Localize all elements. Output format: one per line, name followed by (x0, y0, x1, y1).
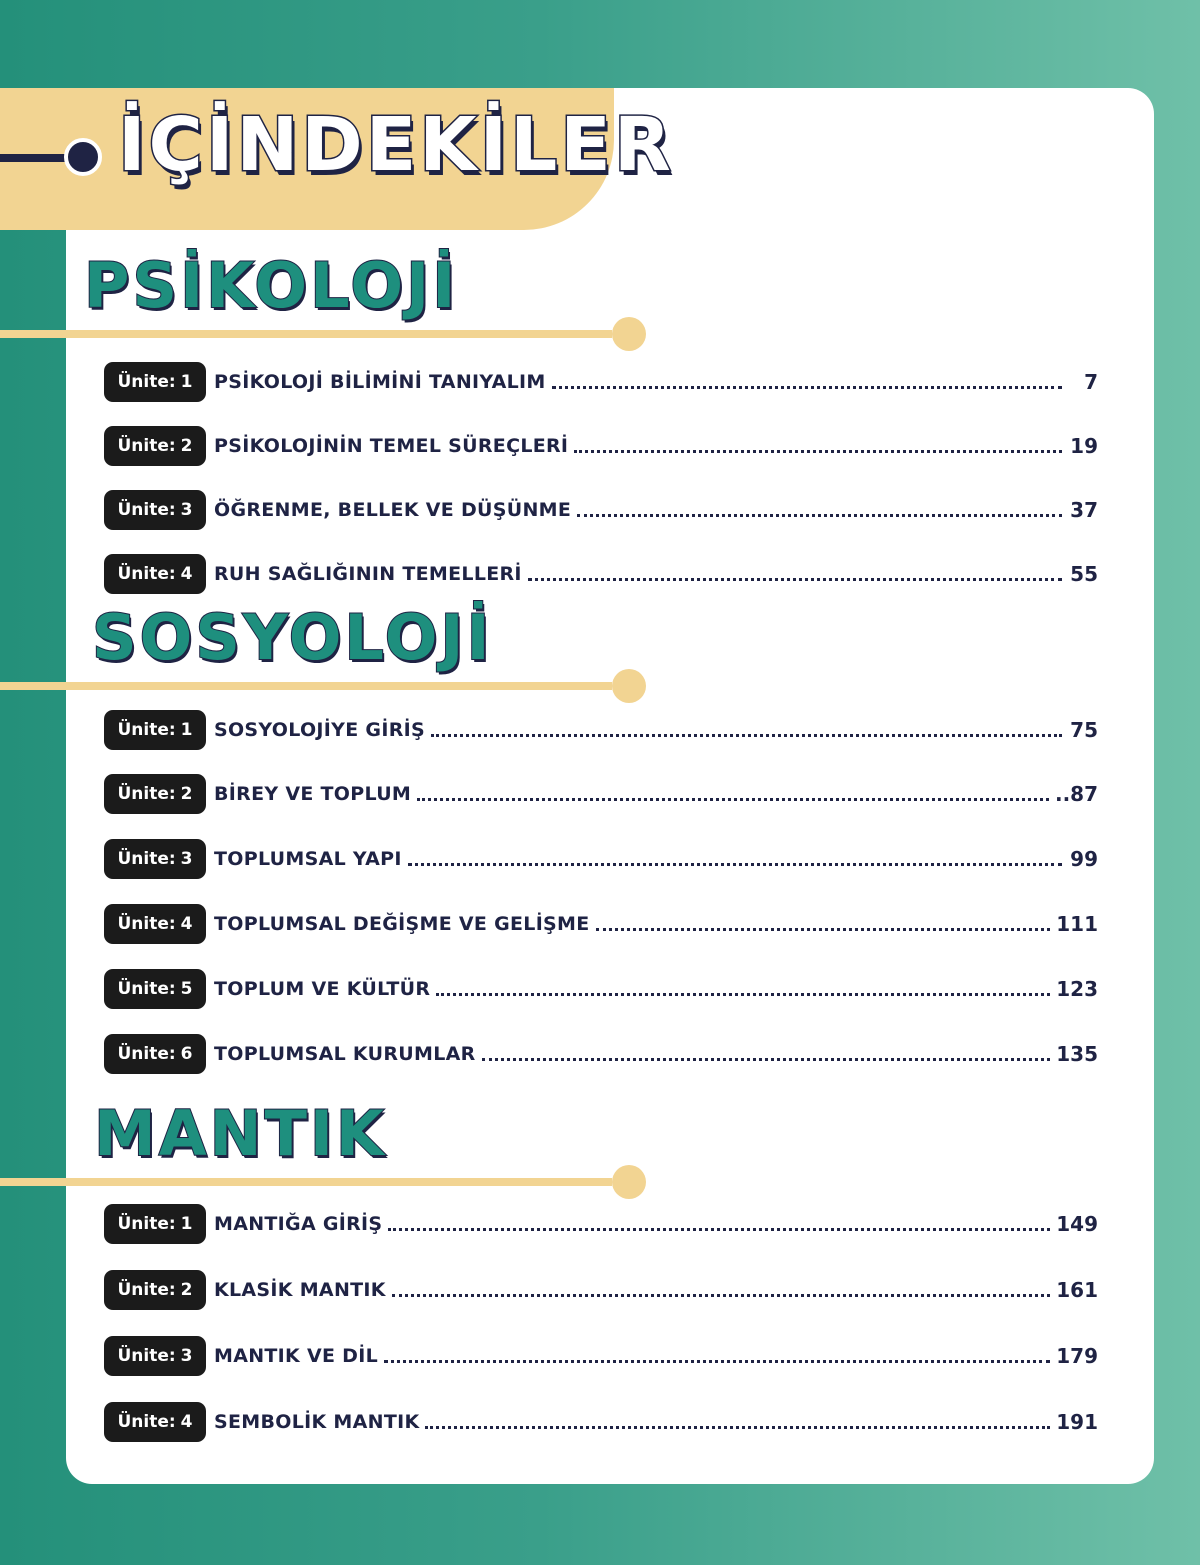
unit-badge: Ünite: 2 (104, 426, 206, 466)
section-rule (0, 330, 612, 338)
entry-title: SEMBOLİK MANTIK (214, 1411, 420, 1433)
section-heading-psikoloji: PSİKOLOJİ (84, 249, 459, 322)
entry-title: ÖĞRENME, BELLEK VE DÜŞÜNME (214, 499, 572, 521)
dot-leader (384, 1360, 1050, 1363)
unit-badge: Ünite: 1 (104, 362, 206, 402)
section-rule (0, 1178, 612, 1186)
dot-leader (388, 1228, 1050, 1231)
entry-title: TOPLUMSAL KURUMLAR (214, 1043, 476, 1065)
section-rule-dot (612, 317, 646, 351)
toc-entry[interactable] (104, 710, 1098, 750)
entry-title: PSİKOLOJİNİN TEMEL SÜREÇLERİ (214, 435, 569, 457)
toc-entry[interactable] (104, 774, 1098, 814)
toc-entry[interactable] (104, 1204, 1098, 1244)
page-number: 123 (1056, 977, 1098, 1001)
dot-leader (552, 386, 1062, 389)
unit-badge: Ünite: 1 (104, 1204, 206, 1244)
dot-leader (431, 734, 1062, 737)
unit-badge: Ünite: 6 (104, 1034, 206, 1074)
title-dot-decoration (64, 138, 102, 176)
dot-leader (408, 863, 1062, 866)
dot-leader (417, 798, 1049, 801)
page-number: 19 (1070, 434, 1098, 458)
toc-entry[interactable] (104, 969, 1098, 1009)
page-number: 179 (1056, 1344, 1098, 1368)
page-number: 135 (1056, 1042, 1098, 1066)
dot-leader (425, 1426, 1050, 1429)
toc-entry[interactable] (104, 1336, 1098, 1376)
toc-entry[interactable] (104, 1034, 1098, 1074)
entry-title: BİREY VE TOPLUM (214, 783, 412, 805)
page-number: 161 (1056, 1278, 1098, 1302)
page-number: 55 (1070, 562, 1098, 586)
section-rule-dot (612, 1165, 646, 1199)
unit-badge: Ünite: 5 (104, 969, 206, 1009)
entry-title: TOPLUMSAL DEĞİŞME VE GELİŞME (214, 913, 590, 935)
unit-badge: Ünite: 3 (104, 490, 206, 530)
unit-badge: Ünite: 1 (104, 710, 206, 750)
unit-badge: Ünite: 4 (104, 554, 206, 594)
toc-entry[interactable] (104, 904, 1098, 944)
unit-badge: Ünite: 4 (104, 904, 206, 944)
page-number: 7 (1084, 370, 1098, 394)
entry-title: TOPLUM VE KÜLTÜR (214, 978, 431, 1000)
unit-badge: Ünite: 4 (104, 1402, 206, 1442)
entry-title: PSİKOLOJİ BİLİMİNİ TANIYALIM (214, 371, 546, 393)
unit-badge: Ünite: 3 (104, 839, 206, 879)
dot-leader (482, 1058, 1051, 1061)
entry-title: TOPLUMSAL YAPI (214, 848, 402, 870)
unit-badge: Ünite: 3 (104, 1336, 206, 1376)
page-number: 75 (1070, 718, 1098, 742)
toc-entry[interactable] (104, 1270, 1098, 1310)
unit-badge: Ünite: 2 (104, 1270, 206, 1310)
dot-leader (574, 450, 1062, 453)
page-number: 37 (1070, 498, 1098, 522)
page-number: ..87 (1054, 782, 1098, 806)
dot-leader (596, 928, 1051, 931)
toc-entry[interactable] (104, 490, 1098, 530)
toc-entry[interactable] (104, 839, 1098, 879)
section-heading-sosyoloji: SOSYOLOJİ (92, 601, 493, 674)
section-rule (0, 682, 612, 690)
entry-title: KLASİK MANTIK (214, 1279, 386, 1301)
toc-entry[interactable] (104, 362, 1098, 402)
entry-title: MANTIĞA GİRİŞ (214, 1213, 383, 1235)
page-title: İÇİNDEKİLER (118, 102, 674, 188)
entry-title: RUH SAĞLIĞININ TEMELLERİ (214, 563, 522, 585)
dot-leader (577, 514, 1062, 517)
toc-entry[interactable] (104, 426, 1098, 466)
entry-title: SOSYOLOJİYE GİRİŞ (214, 719, 425, 741)
toc-entry[interactable] (104, 554, 1098, 594)
page-number: 149 (1056, 1212, 1098, 1236)
page-number: 191 (1056, 1410, 1098, 1434)
unit-badge: Ünite: 2 (104, 774, 206, 814)
entry-title: MANTIK VE DİL (214, 1345, 379, 1367)
dot-leader (436, 993, 1050, 996)
section-rule-dot (612, 669, 646, 703)
section-heading-mantik: MANTIK (94, 1097, 387, 1170)
page-number: 111 (1056, 912, 1098, 936)
dot-leader (392, 1294, 1050, 1297)
toc-entry[interactable] (104, 1402, 1098, 1442)
dot-leader (528, 578, 1062, 581)
page-number: 99 (1070, 847, 1098, 871)
